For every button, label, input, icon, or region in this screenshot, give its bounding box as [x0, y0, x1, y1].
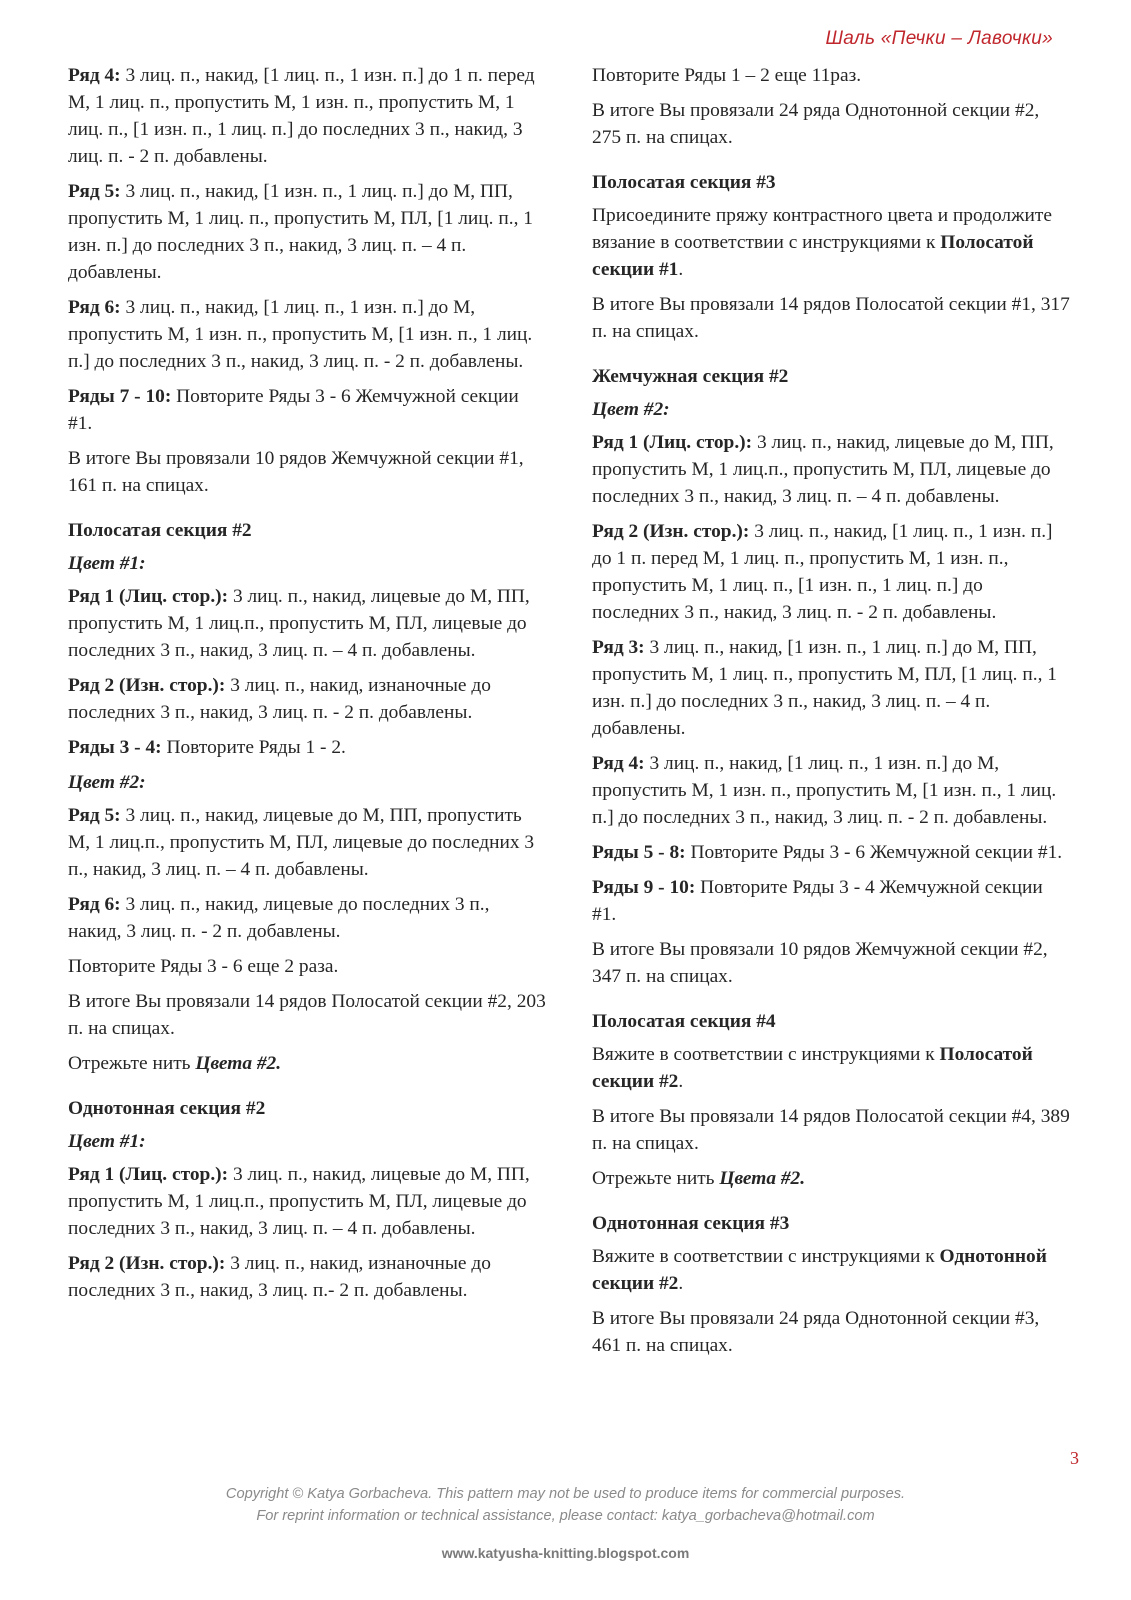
instruction-paragraph	[68, 802, 546, 883]
section-heading: Полосатая секция #3	[592, 172, 776, 193]
instruction-text: 3 лиц. п., накид, [1 лиц. п., 1 изн. п.] до 1 п. перед М, 1 лиц. п., пропустить М, 1 изн. п., пропустить М, 1 лиц. п., [1 изн. п., 1 лиц. п.] до последних 3 п., накид, 3 лиц. п. - 2 п. добавлены.	[68, 65, 535, 167]
color-subheading: Цвет #1:	[68, 553, 146, 574]
instruction-text: В итоге Вы провязали 24 ряда Однотонной секции #3, 461 п. на спицах.	[592, 1308, 1040, 1356]
instruction-text: Повторите Ряды 3 - 6 еще 2 раза.	[68, 956, 339, 977]
instruction-paragraph	[68, 383, 546, 437]
document-header-title: Шаль «Печки – Лавочки»	[825, 28, 1053, 49]
color-subheading: Цвет #2:	[68, 772, 146, 793]
instruction-paragraph	[592, 62, 1070, 89]
instruction-text: 3 лиц. п., накид, [1 лиц. п., 1 изн. п.] до 1 п. перед М, 1 лиц. п., пропустить М, 1 изн. п., пропустить М, 1 лиц. п., [1 изн. п., 1 лиц. п.] до последних 3 п., накид, 3 лиц. п. - 2 п. добавлены.	[592, 521, 1053, 623]
instruction-text: 3 лиц. п., накид, лицевые до М, ПП, пропустить М, 1 лиц.п., пропустить М, ПЛ, лицевые до последних 3 п., накид, 3 лиц. п. – 4 п. добавлены.	[68, 586, 530, 661]
instruction-paragraph	[592, 1041, 1070, 1095]
row-label: Ряды 7 - 10:	[68, 386, 172, 407]
instruction-text: Повторите Ряды 1 – 2 еще 11раз.	[592, 65, 862, 86]
instruction-text: Повторите Ряды 3 - 4 Жемчужной секции #1.	[592, 877, 1043, 925]
row-label: Ряд 6:	[68, 297, 121, 318]
instruction-paragraph	[592, 1165, 1070, 1192]
instruction-text: 3 лиц. п., накид, лицевые до М, ПП, пропустить М, 1 лиц.п., пропустить М, ПЛ, лицевые до последних 3 п., накид, 3 лиц. п. – 4 п. добавлены.	[68, 1164, 530, 1239]
instruction-paragraph	[592, 634, 1070, 742]
instruction-text: 3 лиц. п., накид, лицевые до последних 3 п., накид, 3 лиц. п. - 2 п. добавлены.	[68, 894, 490, 942]
instruction-text: 3 лиц. п., накид, лицевые до М, ПП, пропустить М, 1 лиц.п., пропустить М, ПЛ, лицевые до последних 3 п., накид, 3 лиц. п. – 4 п. добавлены.	[592, 432, 1054, 507]
sentence-end: .	[678, 259, 684, 280]
row-label: Ряд 1 (Лиц. стор.):	[592, 432, 753, 453]
color-reference: Цвета #2.	[195, 1053, 282, 1074]
row-label: Ряд 2 (Изн. стор.):	[68, 675, 226, 696]
footer-website[interactable]: www.katyusha-knitting.blogspot.com	[441, 1545, 690, 1561]
instruction-text: В итоге Вы провязали 14 рядов Полосатой секции #2, 203 п. на спицах.	[68, 991, 546, 1039]
instruction-text: 3 лиц. п., накид, изнаночные до последних 3 п., накид, 3 лиц. п.- 2 п. добавлены.	[68, 1253, 491, 1301]
instruction-paragraph	[592, 518, 1070, 626]
page-number: 3	[1070, 1448, 1079, 1468]
instruction-paragraph	[592, 202, 1070, 283]
row-label: Ряды 9 - 10:	[592, 877, 696, 898]
row-label: Ряд 5:	[68, 805, 121, 826]
instruction-text: В итоге Вы провязали 10 рядов Жемчужной секции #1, 161 п. на спицах.	[68, 448, 524, 496]
instruction-text: Отрежьте нить	[592, 1168, 720, 1189]
instruction-text: В итоге Вы провязали 14 рядов Полосатой секции #1, 317 п. на спицах.	[592, 294, 1070, 342]
row-label: Ряд 1 (Лиц. стор.):	[68, 1164, 229, 1185]
instruction-text: Присоедините пряжу контрастного цвета и продолжите вязание в соответствии с инструкциями к	[592, 205, 1052, 253]
instruction-paragraph	[592, 1305, 1070, 1359]
section-reference: Полосатой секции #1	[592, 232, 1034, 280]
instruction-paragraph	[68, 1250, 546, 1304]
row-label: Ряды 3 - 4:	[68, 737, 162, 758]
instruction-text: 3 лиц. п., накид, [1 лиц. п., 1 изн. п.] до М, пропустить М, 1 изн. п., пропустить М, [1 изн. п., 1 лиц. п.] до последних 3 п., накид, 3 лиц. п. - 2 п. добавлены.	[592, 753, 1057, 828]
instruction-paragraph	[592, 291, 1070, 345]
footer-copyright: Copyright © Katya Gorbacheva. This pattern may not be used to produce items for commercial purposes.	[225, 1486, 906, 1502]
instruction-text: В итоге Вы провязали 24 ряда Однотонной секции #2, 275 п. на спицах.	[592, 100, 1040, 148]
row-label: Ряд 1 (Лиц. стор.):	[68, 586, 229, 607]
section-reference: Полосатой секции #2	[592, 1044, 1033, 1092]
section-heading: Полосатая секция #2	[68, 520, 252, 541]
instruction-paragraph	[68, 672, 546, 726]
instruction-paragraph	[68, 734, 546, 761]
instruction-paragraph	[592, 874, 1070, 928]
instruction-text: 3 лиц. п., накид, [1 изн. п., 1 лиц. п.] до М, ПП, пропустить М, 1 лиц. п., пропустить М, ПЛ, [1 лиц. п., 1 изн. п.] до последних 3 п., накид, 3 лиц. п. – 4 п. добавлены.	[68, 181, 533, 283]
instruction-text: Вяжите в соответствии с инструкциями к	[592, 1246, 940, 1267]
row-label: Ряд 4:	[68, 65, 121, 86]
instruction-text: Отрежьте нить	[68, 1053, 196, 1074]
row-label: Ряд 2 (Изн. стор.):	[592, 521, 750, 542]
color-reference: Цвета #2.	[719, 1168, 806, 1189]
instruction-text: В итоге Вы провязали 10 рядов Жемчужной секции #2, 347 п. на спицах.	[592, 939, 1048, 987]
color-subheading: Цвет #2:	[592, 399, 670, 420]
instruction-text: 3 лиц. п., накид, [1 лиц. п., 1 изн. п.] до М, пропустить М, 1 изн. п., пропустить М, [1 изн. п., 1 лиц. п.] до последних 3 п., накид, 3 лиц. п. - 2 п. добавлены.	[68, 297, 533, 372]
section-reference: Однотонной секции #2	[592, 1246, 1047, 1294]
instruction-paragraph	[592, 1103, 1070, 1157]
footer-contact: For reprint information or technical assistance, please contact: katya_gorbacheva@hotmail.com	[256, 1508, 875, 1524]
instruction-paragraph	[68, 988, 546, 1042]
instruction-text: Повторите Ряды 3 - 6 Жемчужной секции #1.	[68, 386, 519, 434]
instruction-text: 3 лиц. п., накид, изнаночные до последних 3 п., накид, 3 лиц. п. - 2 п. добавлены.	[68, 675, 491, 723]
section-heading: Жемчужная секция #2	[592, 366, 789, 387]
row-label: Ряд 2 (Изн. стор.):	[68, 1253, 226, 1274]
section-heading: Однотонная секция #2	[68, 1098, 266, 1119]
instruction-paragraph	[68, 62, 546, 170]
instruction-paragraph	[592, 429, 1070, 510]
section-heading: Однотонная секция #3	[592, 1213, 790, 1234]
instruction-paragraph	[68, 583, 546, 664]
instruction-paragraph	[68, 891, 546, 945]
instruction-paragraph	[592, 750, 1070, 831]
row-label: Ряд 3:	[592, 637, 645, 658]
instruction-text: 3 лиц. п., накид, [1 изн. п., 1 лиц. п.] до М, ПП, пропустить М, 1 лиц. п., пропустить М, ПЛ, [1 лиц. п., 1 изн. п.] до последних 3 п., накид, 3 лиц. п. – 4 п. добавлены.	[592, 637, 1057, 739]
instruction-paragraph	[68, 1050, 546, 1077]
instruction-paragraph	[68, 953, 546, 980]
row-label: Ряд 5:	[68, 181, 121, 202]
sentence-end: .	[678, 1273, 684, 1294]
instruction-paragraph	[592, 1243, 1070, 1297]
color-subheading: Цвет #1:	[68, 1131, 146, 1152]
instruction-text: 3 лиц. п., накид, лицевые до М, ПП, пропустить М, 1 лиц.п., пропустить М, ПЛ, лицевые до последних 3 п., накид, 3 лиц. п. – 4 п. добавлены.	[68, 805, 535, 880]
instruction-paragraph	[68, 1161, 546, 1242]
instruction-text: Повторите Ряды 3 - 6 Жемчужной секции #1.	[685, 842, 1063, 863]
row-label: Ряд 6:	[68, 894, 121, 915]
instruction-paragraph	[68, 445, 546, 499]
left-column	[68, 62, 546, 1312]
instruction-text: В итоге Вы провязали 14 рядов Полосатой секции #4, 389 п. на спицах.	[592, 1106, 1070, 1154]
instruction-text: Вяжите в соответствии с инструкциями к	[592, 1044, 940, 1065]
instruction-paragraph	[592, 936, 1070, 990]
row-label: Ряды 5 - 8:	[592, 842, 686, 863]
row-label: Ряд 4:	[592, 753, 645, 774]
section-heading: Полосатая секция #4	[592, 1011, 776, 1032]
instruction-paragraph	[592, 839, 1070, 866]
instruction-text: Повторите Ряды 1 - 2.	[161, 737, 346, 758]
sentence-end: .	[678, 1071, 684, 1092]
right-column	[592, 62, 1070, 1367]
instruction-paragraph	[68, 294, 546, 375]
instruction-paragraph	[592, 97, 1070, 151]
instruction-paragraph	[68, 178, 546, 286]
